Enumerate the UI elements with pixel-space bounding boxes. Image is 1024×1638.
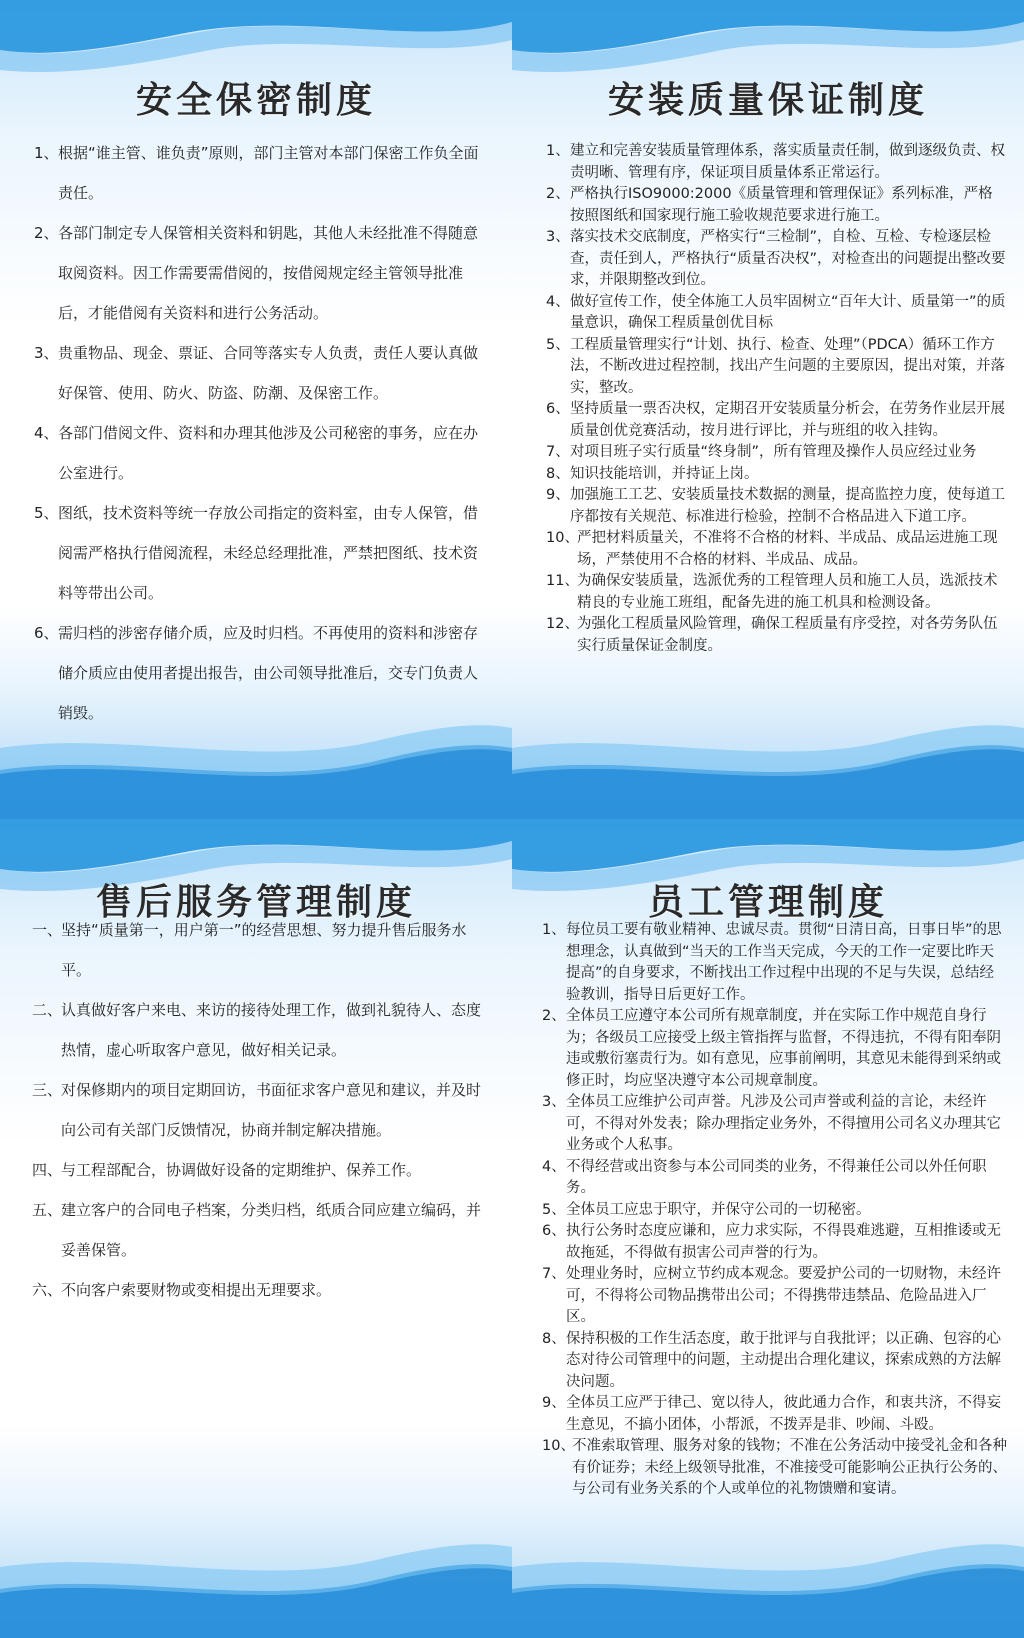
list-item — [542, 920, 1008, 1006]
item-text: 知识技能培训，并持证上岗。 — [570, 465, 759, 482]
item-text: 做好宣传工作，使全体施工人员牢固树立“百年大计、质量第一”的质量意识，确保工程质量创优目标 — [570, 293, 1006, 331]
board-title: 安全保密制度 — [135, 80, 376, 121]
item-number: 12、 — [546, 616, 579, 632]
item-number: 10、 — [546, 530, 579, 546]
item-text: 严格执行ISO9000:2000《质量管理和管理保证》系列标准，严格按照图纸和国家现行施工验收规范要求进行施工。 — [570, 186, 993, 224]
item-number: 6、 — [546, 401, 570, 417]
item-text: 各部门制定专人保管相关资料和钥匙，其他人未经批准不得随意取阅资料。因工作需要需借阅的，按借阅规定经主管领导批准后，才能借阅有关资料和进行公务活动。 — [58, 224, 479, 322]
item-number: 三、 — [32, 1081, 63, 1099]
list-item — [542, 1221, 1008, 1264]
list-item — [542, 1200, 1008, 1222]
item-number: 9、 — [542, 1395, 566, 1411]
board-employee-management — [512, 819, 1024, 1638]
list-item — [542, 1006, 1008, 1092]
rule-list — [542, 920, 1008, 1501]
item-number: 10、 — [542, 1438, 575, 1454]
item-text: 工程质量管理实行“计划、执行、检查、处理”（PDCA）循环工作方法，不断改进过程控制，找出产生问题的主要原因，提出对策，并落实，整改。 — [570, 336, 1005, 396]
item-number: 7、 — [546, 444, 570, 460]
item-number: 4、 — [542, 1158, 566, 1175]
item-text: 加强施工工艺、安装质量技术数据的测量，提高监控力度，使每道工序都按有关规范、标准进行检验，控制不合格品进入下道工序。 — [570, 487, 1005, 525]
item-number: 六、 — [32, 1281, 63, 1299]
list-item — [546, 227, 1006, 292]
item-number: 1、 — [542, 922, 566, 938]
item-text: 各部门借阅文件、资料和办理其他涉及公司秘密的事务，应在办公室进行。 — [58, 424, 479, 482]
item-number: 1、 — [34, 144, 59, 162]
item-text: 根据“谁主管、谁负责”原则，部门主管对本部门保密工作负全面责任。 — [58, 144, 479, 202]
list-item — [32, 1270, 488, 1310]
item-number: 二、 — [32, 1001, 63, 1019]
list-item — [546, 184, 1006, 227]
list-item — [546, 614, 1006, 657]
list-item — [34, 333, 486, 413]
list-item — [542, 1329, 1008, 1394]
item-text: 需归档的涉密存储介质，应及时归档。不再使用的资料和涉密存储介质应由使用者提出报告，由公司领导批准后，交专门负责人销毁。 — [58, 624, 479, 722]
list-item — [546, 292, 1006, 335]
list-item — [546, 442, 1006, 464]
item-text: 图纸，技术资料等统一存放公司指定的资料室，由专人保管，借阅需严格执行借阅流程，未经总经理批准，严禁把图纸、技术资料等带出公司。 — [58, 504, 479, 602]
list-item — [34, 133, 486, 213]
list-item — [34, 613, 486, 733]
rule-list — [32, 910, 488, 1310]
item-text: 坚持质量一票否决权，定期召开安装质量分析会，在劳务作业层开展质量创优竞赛活动，按月进行评比，并与班组的收入挂钩。 — [570, 401, 1005, 439]
item-text: 不得经营或出资参与本公司同类的业务，不得兼任公司以外任何职务。 — [566, 1158, 987, 1196]
board-title: 售后服务管理制度 — [95, 882, 416, 923]
board-installation-quality — [512, 0, 1024, 819]
list-item — [546, 464, 1006, 486]
list-item — [34, 413, 486, 493]
list-item — [546, 528, 1006, 571]
list-item — [32, 1190, 488, 1270]
item-text: 严把材料质量关，不准将不合格的材料、半成品、成品运进施工现场，严禁使用不合格的材料、半成品、成品。 — [577, 530, 998, 568]
item-number: 4、 — [546, 293, 570, 310]
item-text: 与工程部配合，协调做好设备的定期维护、保养工作。 — [61, 1161, 422, 1179]
item-number: 9、 — [546, 487, 570, 503]
item-number: 5、 — [34, 504, 59, 522]
board-security-confidentiality — [0, 0, 512, 819]
rule-list — [34, 133, 486, 733]
item-text: 贵重物品、现金、票证、合同等落实专人负责，责任人要认真做好保管、使用、防火、防盗、防潮、及保密工作。 — [58, 344, 479, 402]
item-text: 全体员工应遵守本公司所有规章制度，并在实际工作中规范自身行为；各级员工应接受上级主管指挥与监督，不得违抗，不得有阳奉阴违或敷衍塞责行为。如有意见，应事前阐明，其意见未能得到采纳或修正时，均应坚决遵守本公司规章制度。 — [566, 1008, 1001, 1089]
list-item — [34, 213, 486, 333]
board-title: 安装质量保证制度 — [607, 80, 928, 121]
item-number: 四、 — [32, 1161, 63, 1179]
board-after-sales-service — [0, 819, 512, 1638]
list-item — [542, 1157, 1008, 1200]
item-number: 2、 — [542, 1008, 566, 1024]
item-text: 为强化工程质量风险管理，确保工程质量有序受控，对各劳务队伍实行质量保证金制度。 — [577, 616, 998, 654]
item-number: 6、 — [542, 1223, 566, 1239]
item-text: 处理业务时，应树立节约成本观念。要爱护公司的一切财物，未经许可，不得将公司物品携带出公司；不得携带违禁品、危险品进入厂区。 — [566, 1266, 1001, 1325]
list-item — [542, 1393, 1008, 1436]
list-item — [32, 1070, 488, 1150]
item-number: 2、 — [546, 186, 570, 202]
list-item — [546, 141, 1006, 184]
item-text: 坚持“质量第一，用户第一”的经营思想、努力提升售后服务水平。 — [61, 921, 467, 979]
list-item — [34, 493, 486, 613]
item-number: 8、 — [546, 465, 570, 482]
list-item — [32, 1150, 488, 1190]
list-item — [542, 1436, 1008, 1501]
item-number: 4、 — [34, 424, 59, 442]
item-text: 落实技术交底制度，严格实行“三检制”，自检、互检、专检逐层检查，责任到人，严格执行“质量否决权”，对检查出的问题提出整改要求，并限期整改到位。 — [570, 229, 1006, 288]
item-text: 全体员工应维护公司声誉。凡涉及公司声誉或利益的言论，未经许可，不得对外发表；除办理指定业务外，不得擅用公司名义办理其它业务或个人私事。 — [566, 1094, 1001, 1153]
board-title: 员工管理制度 — [647, 882, 888, 923]
item-number: 五、 — [32, 1201, 63, 1219]
item-number: 3、 — [34, 344, 59, 362]
list-item — [546, 485, 1006, 528]
item-number: 3、 — [542, 1094, 566, 1110]
item-number: 11、 — [546, 573, 579, 589]
item-number: 8、 — [542, 1330, 566, 1347]
item-number: 5、 — [546, 336, 570, 353]
list-item — [32, 910, 488, 990]
item-text: 认真做好客户来电、来访的接待处理工作，做到礼貌待人、态度热情，虚心听取客户意见，做好相关记录。 — [61, 1001, 482, 1059]
item-text: 为确保安装质量，选派优秀的工程管理人员和施工人员，选派技术精良的专业施工班组，配备先进的施工机具和检测设备。 — [577, 573, 998, 611]
list-item — [542, 1092, 1008, 1157]
item-text: 建立客户的合同电子档案，分类归档，纸质合同应建立编码，并妥善保管。 — [61, 1201, 482, 1259]
item-text: 全体员工应忠于职守，并保守公司的一切秘密。 — [566, 1201, 871, 1218]
rule-list — [546, 141, 1006, 657]
item-number: 2、 — [34, 224, 59, 242]
item-text: 保持积极的工作生活态度，敢于批评与自我批评；以正确、包容的心态对待公司管理中的问题，主动提出合理化建议，探索成熟的方法解决问题。 — [566, 1330, 1001, 1390]
item-number: 7、 — [542, 1266, 566, 1282]
item-text: 不准索取管理、服务对象的钱物；不准在公务活动中接受礼金和各种有价证券；未经上级领导批准，不准接受可能影响公正执行公务的、与公司有业务关系的个人或单位的礼物馈赠和宴请。 — [572, 1438, 1007, 1497]
item-text: 每位员工要有敬业精神、忠诚尽责。贯彻“日清日高，日事日毕”的思想理念，认真做到“当天的工作当天完成，今天的工作一定要比昨天提高”的自身要求，不断找出工作过程中出现的不足与失误，总结经验教训，指导日后更好工作。 — [566, 922, 1002, 1003]
list-item — [546, 571, 1006, 614]
item-text: 对保修期内的项目定期回访，书面征求客户意见和建议，并及时向公司有关部门反馈情况，协商并制定解决措施。 — [61, 1081, 482, 1139]
item-text: 全体员工应严于律己、宽以待人，彼此通力合作，和衷共济，不得妄生意见，不搞小团体，小帮派，不拨弄是非、吵闹、斗殴。 — [566, 1395, 1001, 1433]
item-text: 执行公务时态度应谦和，应力求实际，不得畏难逃避，互相推诿或无故拖延，不得做有损害公司声誉的行为。 — [566, 1223, 1001, 1261]
list-item — [546, 335, 1006, 400]
list-item — [542, 1264, 1008, 1329]
list-item — [546, 399, 1006, 442]
item-number: 1、 — [546, 143, 570, 159]
item-number: 5、 — [542, 1201, 566, 1218]
list-item — [32, 990, 488, 1070]
item-text: 对项目班子实行质量“终身制”，所有管理及操作人员应经过业务 — [570, 444, 977, 460]
item-number: 3、 — [546, 229, 570, 245]
item-number: 6、 — [34, 624, 59, 642]
item-text: 建立和完善安装质量管理体系，落实质量责任制，做到逐级负责、权责明晰、管理有序，保证项目质量体系正常运行。 — [570, 143, 1005, 181]
item-text: 不向客户索要财物或变相提出无理要求。 — [61, 1281, 332, 1299]
item-number: 一、 — [32, 921, 63, 939]
